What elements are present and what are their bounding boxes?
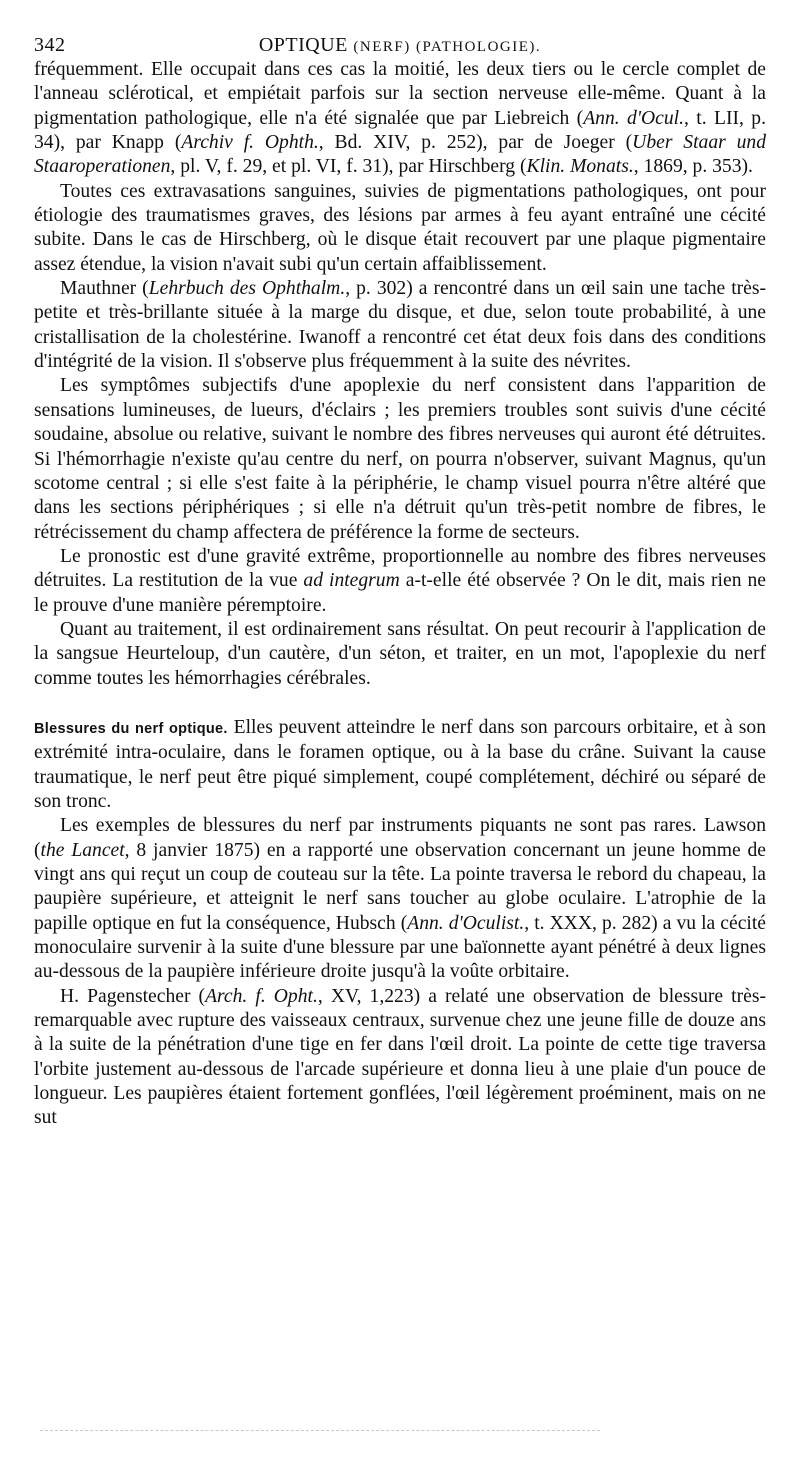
paragraph: Les symptômes subjectifs d'une apoplexie du nerf consistent dans l'apparition de sensations lumineuses, de lueurs, d'éclairs ; les premiers troubles sont suivis d'une cécité soudaine, absolue ou relative, suivant le nombre des fibres nerveuses qui auront été détruites. Si l'hémorrhagie n'existe qu'au centre du nerf, on pourra n'observer, suivant Magnus, qu'un scotome central ; si elle s'est faite à la périphérie, le champ visuel pourra n'être altéré que dans les sections périphériques ; si elle n'a détruit qu'un très-petit nombre de fibres, le rétrécissement du champ affectera de préférence la forme de secteurs. [34, 375, 766, 543]
section-title: Blessures du nerf optique. [34, 720, 228, 737]
running-title: OPTIQUE (NERF) (PATHOLOGIE). [258, 34, 542, 56]
footer-rule [40, 1430, 600, 1431]
paragraph: fréquemment. Elle occupait dans ces cas la moitié, les deux tiers ou le cercle complet de l'anneau sclérotical, et empiétait parfois sur la section nerveuse elle-même. Quant à la pigmentation pathologique, elle n'a été signalée que par Liebreich (Ann. d'Ocul., t. LII, p. 34), par Knapp (Archiv f. Ophth., Bd. XIV, p. 252), par de Joeger (Uber Staar und Staaroperationen, pl. V, f. 29, et pl. VI, f. 31), par Hirschberg (Klin. Monats., 1869, p. 353). [34, 59, 766, 178]
paragraph: Le pronostic est d'une gravité extrême, proportionnelle au nombre des fibres nerveuses détruites. La restitution de la vue ad integrum a-t-elle été observée ? On le dit, mais rien ne le prouve d'une manière péremptoire. [34, 545, 766, 616]
paragraph: Les exemples de blessures du nerf par instruments piquants ne sont pas rares. Lawson (the Lancet, 8 janvier 1875) en a rapporté une observation concernant un jeune homme de vingt ans qui reçut un coup de couteau sur la tête. La pointe traversa le rebord du chapeau, la paupière supérieure, et atteignit le nerf sans toucher au globe oculaire. L'atrophie de la papille optique en fut la conséquence, Hubsch (Ann. d'Oculist., t. XXX, p. 282) a vu la cécité monoculaire survenir à la suite d'une blessure par une baïonnette ayant pénétré à deux lignes au-dessous de la paupière inférieure droite jusqu'à la voûte orbitaire. [34, 815, 766, 983]
page-number: 342 [34, 34, 66, 56]
paragraph: H. Pagenstecher (Arch. f. Opht., XV, 1,223) a relaté une observation de blessure très-remarquable avec rupture des vaisseaux centraux, survenue chez une jeune fille de douze ans à la suite de la pénétration d'une tige en fer dans l'œil droit. La pointe de cette tige traversa l'orbite justement au-dessous de l'arcade supérieure et donna lieu à une plaie d'un pouce de longueur. Les paupières étaient fortement gonflées, l'œil légèrement proéminent, mais on ne sut [34, 985, 766, 1129]
paragraph: Toutes ces extravasations sanguines, suivies de pigmentations pathologiques, ont pour étiologie des traumatismes graves, des lésions par armes à feu ayant entraîné une cécité subite. Dans le cas de Hirschberg, où le disque était recouvert par une plaque pigmentaire assez étendue, la vision n'avait subi qu'un certain affaiblissement. [34, 180, 766, 275]
paragraph: Quant au traitement, il est ordinairement sans résultat. On peut recourir à l'application de la sangsue Heurteloup, d'un cautère, d'un séton, et traiter, en un mot, l'apoplexie du nerf comme toutes les hémorrhagies cérébrales. [34, 618, 766, 689]
body-text [34, 58, 766, 1131]
section-spacer [34, 691, 766, 716]
page-header [34, 34, 766, 56]
paragraph: Mauthner (Lehrbuch des Ophthalm., p. 302) a rencontré dans un œil sain une tache très-petite et très-brillante située à la marge du disque, et due, selon toute probabilité, à une cristallisation de la cholestérine. Iwanoff a rencontré cet état deux fois dans des conditions d'intégrité de la vision. Il s'observe plus fréquemment à la suite des névrites. [34, 278, 767, 373]
section-paragraph: Blessures du nerf optique. Elles peuvent atteindre le nerf dans son parcours orbitaire, et à son extrémité intra-oculaire, dans le foramen optique, ou à la base du crâne. Suivant la cause traumatique, le nerf peut être piqué simplement, coupé complétement, déchiré ou séparé de son tronc. [34, 716, 766, 812]
